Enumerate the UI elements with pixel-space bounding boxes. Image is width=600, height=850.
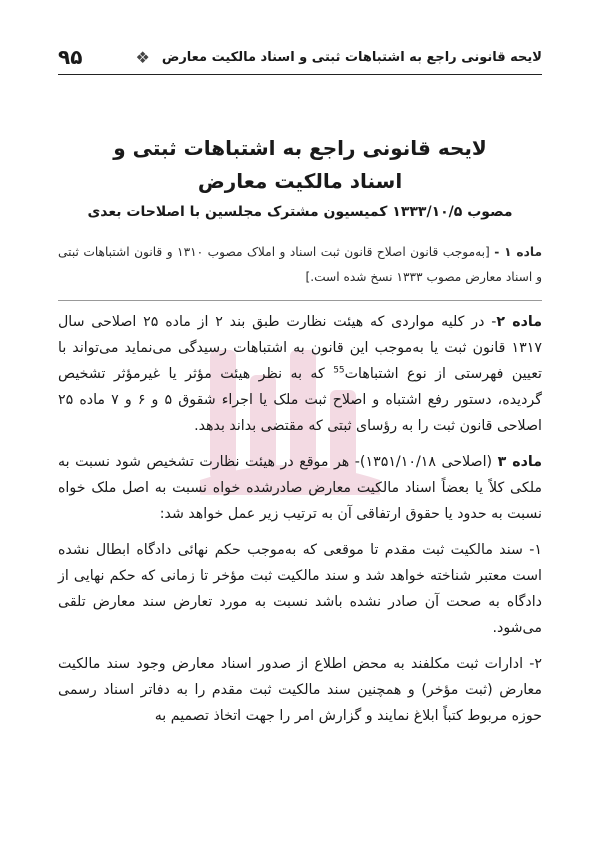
article-3-text: (اصلاحی ۱۳۵۱/۱۰/۱۸)- هر موقع در هیئت نظارت تشخیص شود نسبت به ملکی کلاً یا بعضاً اسناد مالکیت معارض صادرشده خواه نسبت به اصل ملک خواه نسبت به حدود یا حقوق ارتفاقی آن به ترتیب زیر عمل خواهد شد: [58, 454, 542, 522]
running-title-group [135, 48, 542, 67]
page-number: ۹۵ [58, 45, 83, 69]
footnote-ref: 55 [333, 365, 345, 376]
title-line-2: اسناد مالکیت معارض [197, 169, 403, 193]
article-2 [58, 309, 542, 439]
document-body [58, 240, 542, 739]
clause-1: ۱- سند مالکیت ثبت مقدم تا موقعی که به‌موجب حکم نهائی دادگاه ابطال نشده است معتبر شناخته خواهد شد و سند مالکیت ثبت مؤخر تا زمانی که حکم نهایی از دادگاه به صحت آن صادر نشده باشد نسبت به مورد تعارض سند معارض تلقی می‌شود. [58, 542, 542, 636]
title-line-1: لایحه قانونی راجع به اشتباهات ثبتی و [113, 136, 487, 160]
document-subtitle: مصوب ۱۳۳۳/۱۰/۵ کمیسیون مشترک مجلسین با اصلاحات بعدی [87, 204, 513, 220]
divider [58, 300, 542, 301]
ornament-icon: ❖ [135, 47, 150, 67]
article-1-text: [به‌موجب قانون اصلاح قانون ثبت اسناد و املاک مصوب ۱۳۱۰ و قانون اشتباهات ثبتی و اسناد معارض مصوب ۱۳۳۳ نسخ شده است.] [58, 245, 542, 284]
article-3 [58, 449, 542, 527]
article-2-label: ماده ۲ [496, 314, 542, 330]
clause-2: ۲- ادارات ثبت مکلفند به محض اطلاع از صدور اسناد معارض وجود سند مالکیت معارض (ثبت مؤخر) و همچنین سند مالکیت ثبت مقدم را به دفاتر اسناد رسمی حوزه مربوط کتباً ابلاغ نمایند و گزارش امر را جهت اتخاذ تصمیم به [58, 656, 542, 724]
document-title [58, 132, 542, 198]
article-1 [58, 240, 542, 290]
article-3-label: ماده ۳ [497, 454, 542, 470]
article-2-text-b: که به نظر هیئت مؤثر یا غیرمؤثر تشخیص گردیده، دستور رفع اشتباه و اصلاح ثبت ملک یا اجراء شقوق ۵ و ۶ و ۷ ماده ۲۵ اصلاحی قانون ثبت را به رؤسای ثبتی که مقتضی بداند بدهد. [58, 366, 542, 434]
article-1-label: ماده ۱ - [494, 245, 542, 259]
running-header [58, 40, 542, 75]
article-2-text-a: - در کلیه مواردی که هیئت نظارت طبق بند ۲ از ماده ۲۵ اصلاحی سال ۱۳۱۷ قانون ثبت یا به‌موجب این قانون به اشتباهات رسیدگی می‌نماید می‌تواند با تعیین فهرستی از نوع اشتباهات [58, 314, 542, 382]
running-title: لایحه قانونی راجع به اشتباهات ثبتی و اسناد مالکیت معارض [161, 49, 542, 65]
